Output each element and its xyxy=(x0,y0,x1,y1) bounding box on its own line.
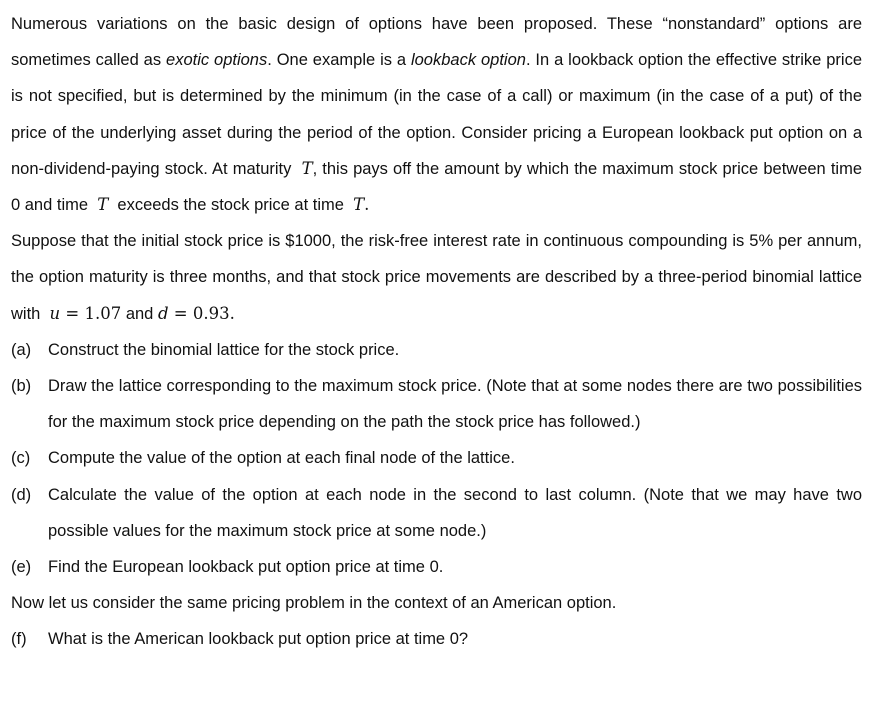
problem-document xyxy=(11,6,862,658)
question-label: (d) xyxy=(11,485,32,504)
question-text: What is the American lookback put option price at time 0? xyxy=(48,630,469,649)
question-e xyxy=(11,549,862,585)
math-u-value: 1.07 xyxy=(84,303,122,323)
intro-text-2: . One example is a xyxy=(267,51,407,70)
math-equals-u: = xyxy=(60,303,85,323)
setup-paragraph xyxy=(11,223,862,332)
setup-and: and xyxy=(121,304,158,323)
question-d xyxy=(11,477,862,549)
math-T-2: T xyxy=(97,195,109,215)
question-a xyxy=(11,332,862,368)
question-label: (b) xyxy=(11,377,32,396)
question-label: (f) xyxy=(11,630,27,649)
question-c xyxy=(11,440,862,476)
question-label: (e) xyxy=(11,558,32,577)
intro-text-1: Numerous variations on the basic design of options have been proposed. These “nonstandard” options are sometimes called as xyxy=(11,15,862,70)
math-d: d xyxy=(157,303,169,323)
math-T-3: T xyxy=(353,195,365,215)
question-label: (a) xyxy=(11,340,32,359)
question-b xyxy=(11,368,862,440)
math-equals-d: = xyxy=(168,303,193,323)
question-text: Calculate the value of the option at each node in the second to last column. (Note that we may have two possible values for the maximum stock price at some node.) xyxy=(48,485,862,540)
question-text: Construct the binomial lattice for the stock price. xyxy=(48,340,400,359)
intro-text-4: , this pays off the amount by which the maximum stock price between time 0 and time xyxy=(11,159,862,215)
intro-text-5: exceeds the stock price at time xyxy=(117,196,344,215)
question-label: (c) xyxy=(11,449,31,468)
setup-end: . xyxy=(229,303,235,323)
question-text: Compute the value of the option at each final node of the lattice. xyxy=(48,449,515,468)
math-d-value: 0.93 xyxy=(192,303,230,323)
lookback-option-term: lookback option xyxy=(410,51,526,70)
intro-text-6: . xyxy=(364,195,370,215)
question-text: Find the European lookback put option price at time 0. xyxy=(48,558,444,577)
american-intro: Now let us consider the same pricing problem in the context of an American option. xyxy=(11,594,617,613)
intro-text-3: . In a lookback option the effective strike price is not specified, but is determined by the minimum (in the case of a call) or maximum (in the case of a put) of the price of the underlying asset during the period of the option. Consider pricing a European lookback put option on a non-dividend-paying stock. At maturity xyxy=(11,51,862,178)
math-u: u xyxy=(49,303,61,323)
question-text: Draw the lattice corresponding to the maximum stock price. (Note that at some nodes there are two possibilities for the maximum stock price depending on the path the stock price has followed.) xyxy=(48,377,862,432)
intro-paragraph xyxy=(11,6,862,223)
question-f xyxy=(11,621,862,657)
setup-text: Suppose that the initial stock price is $1000, the risk-free interest rate in continuous compounding is 5% per annum, the option maturity is three months, and that stock price movements are described by a three-period binomial lattice with xyxy=(11,232,862,323)
exotic-options-term: exotic options xyxy=(166,51,268,70)
math-T-1: T xyxy=(301,158,313,178)
